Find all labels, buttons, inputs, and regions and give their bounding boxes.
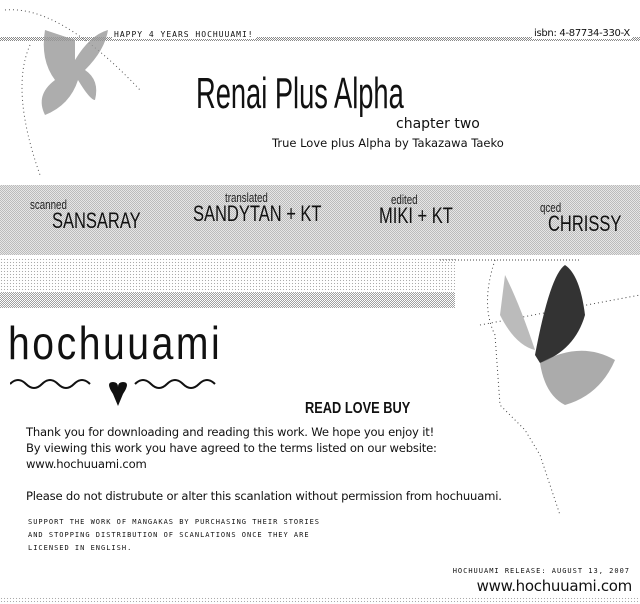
body-line: By viewing this work you have agreed to the terms listed on our website:: [26, 441, 437, 455]
butterfly-left-icon: [0, 0, 150, 180]
body-line: Thank you for downloading and reading this work. We hope you enjoy it!: [26, 425, 435, 439]
subtitle: True Love plus Alpha by Takazawa Taeko: [272, 136, 504, 150]
credit-name: MIKI + KT: [379, 203, 453, 228]
heart-squiggle-icon: [10, 374, 230, 409]
hochuuami-logo: hochuuami: [8, 317, 223, 369]
dotted-band-dark: [0, 292, 455, 308]
page-title: Renai Plus Alpha: [196, 69, 404, 118]
credit-name: SANSARAY: [52, 208, 141, 233]
credit-scanned: [30, 197, 170, 234]
bottom-dotted-band: [0, 597, 640, 604]
release-date: HOCHUUAMI RELEASE: AUGUST 13, 2007: [452, 567, 630, 575]
credit-role: scanned: [30, 197, 67, 212]
credit-role: translated: [225, 190, 268, 205]
support-text: [28, 516, 320, 555]
credit-role: edited: [391, 192, 418, 207]
chapter-label: chapter two: [396, 116, 480, 132]
slogan: READ LOVE BUY: [305, 400, 411, 417]
credit-qced: [540, 200, 640, 237]
support-line: SUPPORT THE WORK OF MANGAKAS BY PURCHASING THEIR STORIES: [28, 518, 321, 526]
body-text: [26, 424, 502, 504]
header-tagline: HAPPY 4 YEARS HOCHUUAMI!: [114, 30, 254, 39]
credit-edited: [379, 192, 477, 229]
credit-role: qced: [540, 200, 562, 215]
support-line: LICENSED IN ENGLISH.: [28, 544, 133, 552]
credit-translated: [193, 190, 364, 227]
website-link[interactable]: www.hochuuami.com: [26, 457, 147, 471]
footer-website-link[interactable]: www.hochuuami.com: [476, 577, 632, 595]
support-line: AND STOPPING DISTRIBUTION OF SCANLATIONS ONCE THEY ARE: [28, 531, 310, 539]
dotted-band-light: [0, 258, 455, 292]
credit-name: SANDYTAN + KT: [193, 201, 322, 226]
credit-name: CHRISSY: [548, 211, 622, 236]
notice: Please do not distrubute or alter this scanlation without permission from hochuuami.: [26, 489, 502, 503]
isbn: isbn: 4-87734-330-X: [534, 28, 630, 39]
